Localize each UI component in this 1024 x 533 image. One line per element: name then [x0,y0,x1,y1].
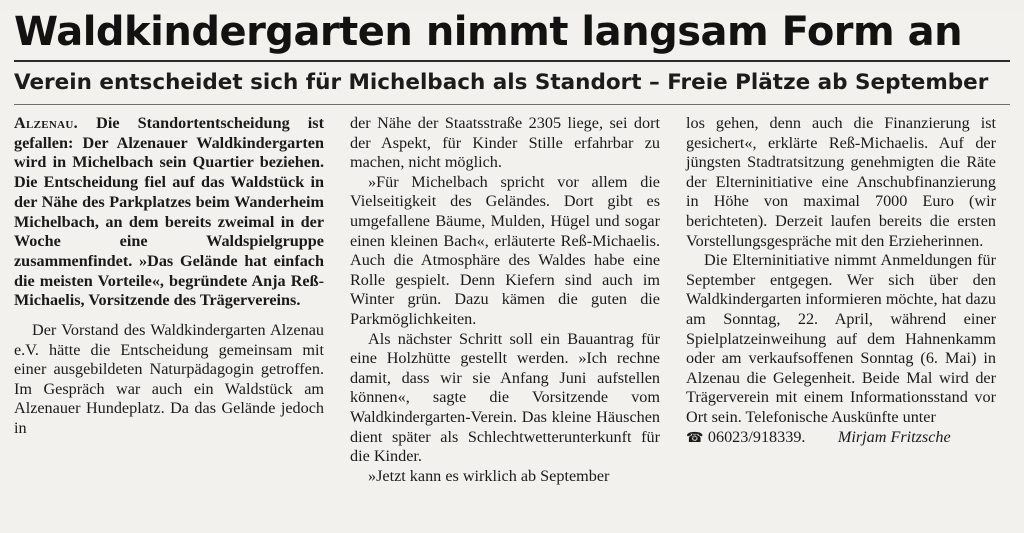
paragraph-spacer [14,311,324,321]
paragraph: »Für Michelbach spricht vor allem die Vielseitigkeit des Geländes. Dort gibt es umgefallene Bäume, Mulden, Hügel und sogar einen kleinen Bach«, erläuterte Reß-Michaelis. Auch die Atmosphäre des Waldes habe eine Rolle gespielt. Denn Kiefern sind auch im Winter grün. Dazu kämen die guten die Parkmöglichkeiten. [350,172,660,328]
phone-icon: ☎ [686,429,708,446]
paragraph: der Nähe der Staatsstraße 2305 liege, sei dort der Aspekt, für Kinder Stille erfahrbar zu machen, nicht möglich. [350,114,660,172]
article-body [14,114,1010,514]
article-column-3 [686,114,996,514]
paragraph: los gehen, denn auch die Finanzierung ist gesichert«, erklärte Reß-Michaelis. Auf der jüngsten Stadtratsitzung genehmigten die Räte der Elterninitiative eine Anschubfinanzierung in Höhe von maximal 7000 Euro (wir berichteten). Derzeit laufen bereits die ersten Vorstellungsgespräche mit den Erzieherinnen. [686,114,996,250]
headline-divider [14,60,1010,62]
dateline: Alzenau. [14,114,78,132]
paragraph: Die Elterninitiative nimmt Anmeldungen für September entgegen. Wer sich über den Waldkindergarten informieren möchte, hat dazu am Sonntag, 22. April, während einer Spielplatzeinweihung auf dem Hahnenkamm oder am verkaufsoffenen Sonntag (6. Mai) in Alzenau die Gelegenheit. Beide Mal wird der Trägerverein mit einem Informationsstand vor Ort sein. Telefonische Auskünfte unter [686,251,996,426]
byline: Mirjam Fritzsche [837,427,951,446]
subheadline-divider [14,104,1010,105]
lead-text: Die Standortentscheidung ist gefallen: Der Alzenauer Waldkindergarten wird in Michelbach sein Quartier beziehen. Die Entscheidung fiel auf das Waldstück in der Nähe des Parkplatzes beim Wanderheim Michelbach, an dem bereits zweimal in der Woche eine Waldspielgruppe zusammenfindet. »Das Gelände hat einfach die meisten Vorteile«, begründete Anja Reß-Michaelis, Vorsitzende des Trägervereins. [14,114,324,310]
phone-number: 06023/918339. [707,427,806,446]
paragraph: Der Vorstand des Waldkindergarten Alzenau e.V. hätte die Entscheidung gemeinsam mit einer ausgebildeten Naturpädagogin getroffen. Im Gespräch war auch ein Waldstück am Alzenauer Hundeplatz. Da das Gelände jedoch in [14,321,324,437]
article-column-2 [350,114,660,514]
article-subheadline: Verein entscheidet sich für Michelbach als Standort – Freie Plätze ab September [14,70,989,95]
lead-paragraph [14,114,324,311]
page-title: Waldkindergarten nimmt langsam Form an [14,9,963,55]
contact-line [686,428,996,449]
paragraph: »Jetzt kann es wirklich ab September [368,466,610,485]
newspaper-article-page [0,10,1024,533]
article-column-1 [14,114,324,514]
paragraph: Als nächster Schritt soll ein Bauantrag für eine Holzhütte gestellt werden. »Ich rechne damit, dass wir sie Anfang Juni aufstellen können«, sagte die Vorsitzende vom Waldkindergarten-Verein. Das kleine Häuschen dient später als Schlechtwetterunterkunft für die Kinder. [350,329,660,466]
